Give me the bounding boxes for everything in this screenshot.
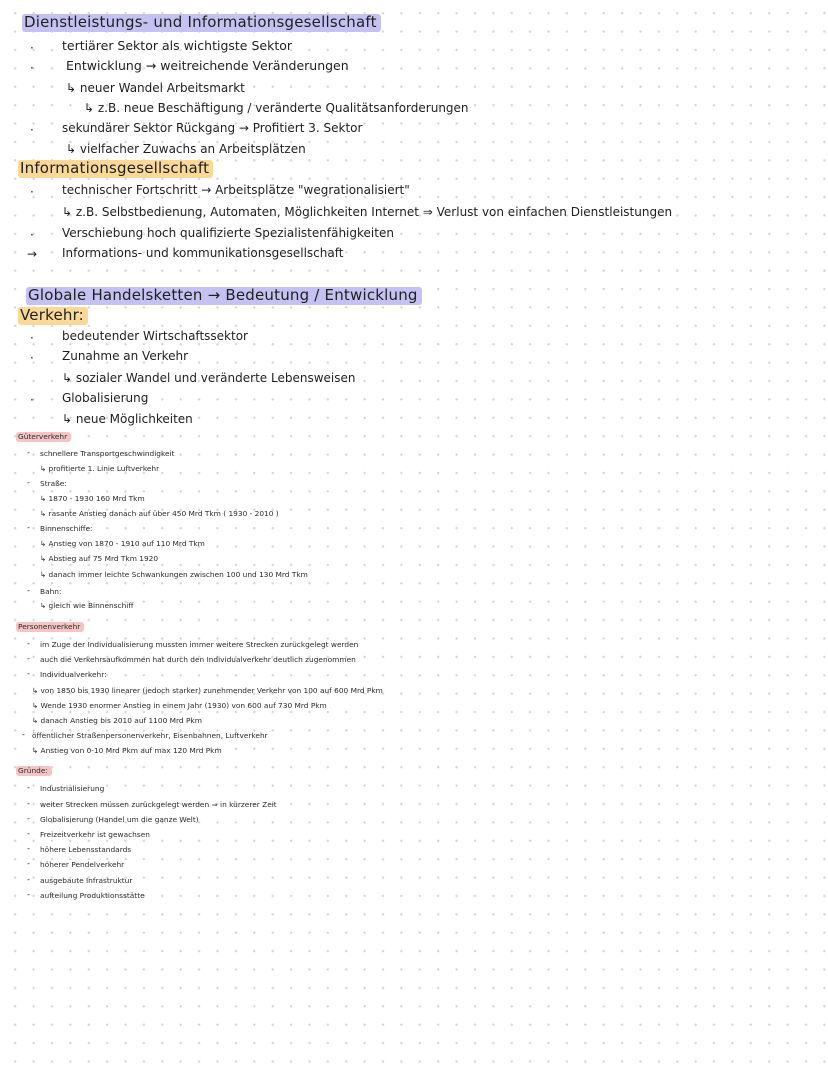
text-line: ↳ Abstieg auf 75 Mrd Tkm 1920 <box>40 554 159 563</box>
text-line: öffentlicher Straßenpersonenverkehr, Eisenbahnen, Luftverkehr <box>32 731 268 740</box>
bullet-dot: · <box>30 331 34 345</box>
text-line: ↳ von 1850 bis 1930 linearer (jedoch starker) zunehmender Verkehr von 100 auf 600 Mrd Pkm <box>32 686 383 695</box>
text-line: ausgebaute Infrastruktur <box>40 876 133 885</box>
text-line: im Zuge der Individualisierung mussten immer weitere Strecken zurückgelegt werden <box>40 640 359 649</box>
text-line: ↳ vielfacher Zuwachs an Arbeitsplätzen <box>66 142 306 156</box>
text-line: technischer Fortschritt → Arbeitsplätze "wegrationalisiert" <box>62 183 410 197</box>
bullet-dash: - <box>27 523 30 532</box>
bullet-dash: - <box>27 875 30 884</box>
bullet-dash: - <box>27 669 30 678</box>
text-line: Individualverkehr: <box>40 670 107 679</box>
text-line: ↳ neue Möglichkeiten <box>62 412 193 426</box>
bullet-dot: · <box>30 41 34 55</box>
text-line: ↳ Anstieg von 1870 - 1910 auf 110 Mrd Tkm <box>40 539 205 548</box>
section-subtitle-verkehr: Verkehr: <box>18 307 88 325</box>
text-line: Binnenschiffe: <box>40 524 93 533</box>
bullet-dash: - <box>27 829 30 838</box>
text-line: ↳ z.B. neue Beschäftigung / veränderte Qualitätsanforderungen <box>84 101 469 115</box>
text-line: ↳ profitierte 1. Linie Luftverkehr <box>40 464 160 473</box>
section-title-gueterverkehr: Güterverkehr <box>16 432 71 442</box>
bullet-dash: - <box>27 448 30 457</box>
text-line: ↳ z.B. Selbstbedienung, Automaten, Möglichkeiten Internet ⇒ Verlust von einfachen Dienstleistungen <box>62 205 673 219</box>
text-line: Freizeitverkehr ist gewachsen <box>40 830 150 839</box>
bullet-dash: - <box>27 859 30 868</box>
section-title-dienstleistung: Dienstleistungs- und Informationsgesellschaft <box>22 14 381 32</box>
text-line: höherer Pendelverkehr <box>40 860 125 869</box>
section-title-personenverkehr: Personenverkehr <box>16 622 84 632</box>
text-line: tertiärer Sektor als wichtigste Sektor <box>62 38 293 53</box>
text-line: Verschiebung hoch qualifizierte Spezialistenfähigkeiten <box>62 226 394 240</box>
bullet-dash: - <box>27 783 30 792</box>
text-line: Industrialisierung <box>40 784 105 793</box>
text-line: schnellere Transportgeschwindigkeit <box>40 449 175 458</box>
text-line: Globalisierung (Handel um die ganze Welt) <box>40 815 199 824</box>
text-line: ↳ neuer Wandel Arbeitsmarkt <box>66 81 245 95</box>
text-line: Straße: <box>40 479 67 488</box>
text-line: ↳ 1870 - 1930 160 Mrd Tkm <box>40 494 145 503</box>
bullet-dash: - <box>27 814 30 823</box>
text-line: Globalisierung <box>62 391 149 405</box>
text-line: ↳ Anstieg von 0-10 Mrd Pkm auf max 120 Mrd Pkm <box>32 746 222 755</box>
text-line: auch die Verkehrsaufkommen hat durch den Individualverkehr deutlich zugenommen <box>40 655 356 664</box>
text-line: ↳ gleich wie Binnenschiff <box>40 601 134 610</box>
bullet-dash: - <box>27 844 30 853</box>
bullet-dot: · <box>30 61 34 75</box>
text-line: ↳ Wende 1930 enormer Anstieg in einem Jahr (1930) von 600 auf 730 Mrd Pkm <box>32 701 327 710</box>
text-line: ↳ danach immer leichte Schwankungen zwischen 100 und 130 Mrd Tkm <box>40 570 308 579</box>
bullet-dot: · <box>30 185 34 199</box>
text-line: Bahn: <box>40 587 62 596</box>
text-line: ↳ rasante Anstieg danach auf über 450 Mrd Tkm ( 1930 - 2010 ) <box>40 509 279 518</box>
bullet-dash: - <box>27 654 30 663</box>
text-line: weiter Strecken müssen zurückgelegt werden ⇒ in kürzerer Zeit <box>40 800 277 809</box>
text-line: bedeutender Wirtschaftssektor <box>62 329 248 343</box>
bullet-dot: · <box>30 393 34 407</box>
text-line: ↳ sozialer Wandel und veränderte Lebensweisen <box>62 371 356 385</box>
text-line: höhere Lebensstandards <box>40 845 132 854</box>
arrow-icon: → <box>27 247 38 261</box>
text-line: ↳ danach Anstieg bis 2010 auf 1100 Mrd Pkm <box>32 716 202 725</box>
bullet-dash: - <box>27 799 30 808</box>
text-line: Entwicklung → weitreichende Veränderungen <box>66 58 349 73</box>
text-line: aufteilung Produktionsstätte <box>40 891 145 900</box>
section-title-informationsgesellschaft: Informationsgesellschaft <box>18 160 213 178</box>
bullet-dot: · <box>30 228 34 242</box>
bullet-dash: - <box>22 730 25 739</box>
text-line: sekundärer Sektor Rückgang → Profitiert 3. Sektor <box>62 121 363 135</box>
bullet-dash: - <box>27 890 30 899</box>
text-line: Zunahme an Verkehr <box>62 349 189 363</box>
text-line: Informations- und kommunikationsgesellschaft <box>62 246 344 260</box>
section-title-handelsketten: Globale Handelsketten → Bedeutung / Entwicklung <box>26 287 422 305</box>
bullet-dot: · <box>30 351 34 365</box>
bullet-dot: · <box>30 123 34 137</box>
bullet-dash: - <box>27 586 30 595</box>
section-title-gruende: Gründe: <box>16 766 52 776</box>
bullet-dash: - <box>27 639 30 648</box>
bullet-dash: - <box>27 478 30 487</box>
